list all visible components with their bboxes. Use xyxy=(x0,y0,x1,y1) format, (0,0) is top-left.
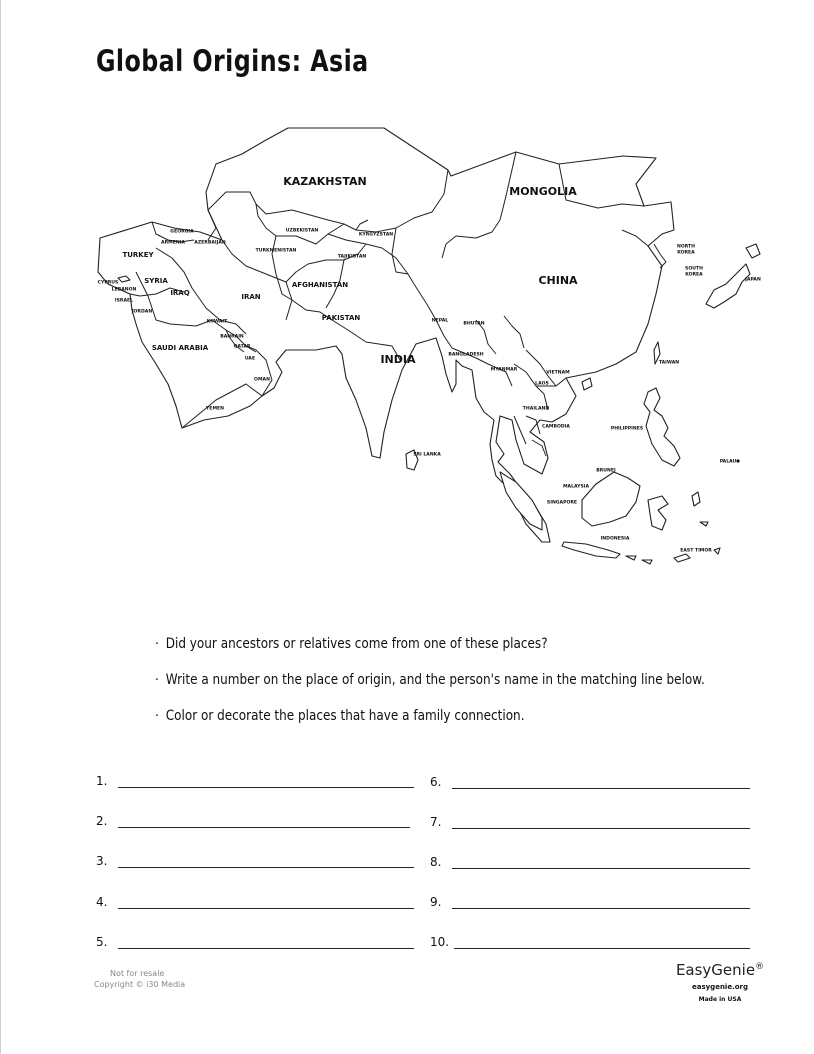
answer-lines xyxy=(96,766,756,956)
answer-line-6[interactable] xyxy=(430,767,750,789)
new-guinea-shape xyxy=(692,492,700,506)
label-syria: SYRIA xyxy=(144,277,168,285)
label-india: INDIA xyxy=(380,353,416,366)
line-number: 9. xyxy=(430,895,442,909)
label-kuwait: KUWAIT xyxy=(206,319,228,325)
mainland-asia-shape xyxy=(98,128,674,542)
answer-line-10[interactable] xyxy=(430,927,750,949)
bullet: · xyxy=(155,672,159,688)
label-jordan: JORDAN xyxy=(131,309,153,315)
label-azerbaijan: AZERBAIJAN xyxy=(194,240,226,246)
japan-shape xyxy=(706,264,750,308)
asia-map xyxy=(96,124,776,576)
brand-url: easygenie.org xyxy=(691,983,749,991)
label-armenia: ARMENIA xyxy=(161,240,185,246)
small-island-2-shape xyxy=(642,560,652,564)
line-number: 3. xyxy=(96,854,108,868)
label-south-korea-line1: SOUTH xyxy=(685,266,703,272)
made-in-text: Made in USA xyxy=(698,996,742,1003)
line-number: 6. xyxy=(430,775,442,789)
brand-block xyxy=(660,961,780,1003)
label-south-korea-line2: KOREA xyxy=(685,272,703,278)
hainan-shape xyxy=(582,378,592,390)
label-kazakhstan: KAZAKHSTAN xyxy=(283,175,367,188)
registered-mark: ® xyxy=(755,962,765,972)
line-number: 1. xyxy=(96,774,108,788)
palau-dot xyxy=(736,459,739,462)
borneo-shape xyxy=(582,472,640,526)
label-vietnam: VIETNAM xyxy=(546,370,570,376)
answer-line-1[interactable] xyxy=(96,766,414,788)
label-uzbekistan: UZBEKISTAN xyxy=(285,228,319,234)
label-israel: ISRAEL xyxy=(114,298,134,304)
label-lebanon: LEBANON xyxy=(111,287,137,293)
java-shape xyxy=(562,542,620,558)
label-bahrain: BAHRAIN xyxy=(220,334,244,340)
timor-shape xyxy=(674,554,690,562)
not-for-resale-text: Not for resale xyxy=(110,969,165,978)
instruction-text: Did your ancestors or relatives come from one of these places? xyxy=(165,636,548,652)
answer-line-4[interactable] xyxy=(96,887,414,909)
label-brunei: BRUNEI xyxy=(596,468,616,474)
label-china: CHINA xyxy=(538,274,578,287)
write-line[interactable] xyxy=(118,813,410,828)
instruction-text: Color or decorate the places that have a family connection. xyxy=(165,708,525,724)
label-palau: PALAU xyxy=(719,459,737,465)
label-bhutan: BHUTAN xyxy=(463,321,485,327)
label-tajikistan: TAJIKISTAN xyxy=(337,254,367,260)
answer-line-7[interactable] xyxy=(430,807,750,829)
answer-line-3[interactable] xyxy=(96,846,414,868)
label-singapore: SINGAPORE xyxy=(546,500,578,506)
label-sri-lanka: SRI LANKA xyxy=(413,452,441,458)
write-line[interactable] xyxy=(452,774,750,789)
sumatra-shape xyxy=(500,472,542,530)
philippines-shape xyxy=(644,388,680,466)
bullet: · xyxy=(155,636,159,652)
bullet: · xyxy=(155,708,159,724)
write-line[interactable] xyxy=(118,853,414,868)
line-number: 7. xyxy=(430,815,442,829)
write-line[interactable] xyxy=(118,934,414,949)
small-island-3-shape xyxy=(700,522,708,526)
label-iran: IRAN xyxy=(241,293,261,301)
answer-line-9[interactable] xyxy=(430,887,750,909)
label-qatar: QATAR xyxy=(233,344,251,350)
line-number: 10. xyxy=(430,935,450,949)
label-taiwan: TAIWAN xyxy=(658,360,680,366)
label-malaysia: MALAYSIA xyxy=(562,484,590,490)
japan-north-shape xyxy=(746,244,760,258)
label-north-korea-line2: KOREA xyxy=(677,250,695,256)
sulawesi-shape xyxy=(648,496,668,530)
label-cambodia: CAMBODIA xyxy=(542,424,570,430)
line-number: 8. xyxy=(430,855,442,869)
write-line[interactable] xyxy=(454,934,750,949)
label-bangladesh: BANGLADESH xyxy=(448,352,484,358)
instructions-list xyxy=(155,634,794,742)
write-line[interactable] xyxy=(452,854,750,869)
label-uae: UAE xyxy=(244,356,256,362)
label-saudi-arabia: SAUDI ARABIA xyxy=(151,344,209,352)
page-edge xyxy=(0,0,1,1054)
instruction-item xyxy=(155,706,705,742)
copyright-text: Copyright © i30 Media xyxy=(94,980,186,989)
write-line[interactable] xyxy=(452,894,750,909)
label-north-korea-line1: NORTH xyxy=(676,244,696,250)
label-iraq: IRAQ xyxy=(170,289,190,297)
label-oman: OMAN xyxy=(254,377,270,383)
instruction-item xyxy=(155,634,705,670)
label-myanmar: MYANMAR xyxy=(490,367,518,373)
label-cyprus: CYPRUS xyxy=(97,280,119,286)
label-philippines: PHILIPPINES xyxy=(610,426,644,432)
small-island-1-shape xyxy=(626,556,636,560)
answer-line-8[interactable] xyxy=(430,847,750,869)
instruction-item xyxy=(155,670,705,706)
write-line[interactable] xyxy=(118,894,414,909)
label-indonesia: INDONESIA xyxy=(600,536,630,542)
label-kyrgyzstan: KYRGYZSTAN xyxy=(358,232,394,238)
label-mongolia: MONGOLIA xyxy=(509,185,577,198)
line-number: 2. xyxy=(96,814,108,828)
footer-legal xyxy=(94,968,185,990)
label-turkey: TURKEY xyxy=(122,251,154,259)
label-east-timor: EAST TIMOR xyxy=(680,548,712,554)
answer-line-2[interactable] xyxy=(96,806,410,828)
instruction-text: Write a number on the place of origin, and the person's name in the matching line below. xyxy=(165,672,705,688)
label-turkmenistan: TURKMENISTAN xyxy=(255,248,297,254)
label-nepal: NEPAL xyxy=(431,318,449,324)
write-line[interactable] xyxy=(452,814,750,829)
label-laos: LAOS xyxy=(535,381,549,387)
answer-line-5[interactable] xyxy=(96,927,414,949)
label-georgia: GEORGIA xyxy=(170,229,194,235)
page-title: Global Origins: Asia xyxy=(96,44,369,78)
line-number: 5. xyxy=(96,935,108,949)
east-timor-island-shape xyxy=(714,548,720,554)
label-thailand: THAILAND xyxy=(522,406,550,412)
brand-text: EasyGenie xyxy=(675,961,756,979)
label-japan: JAPAN xyxy=(745,277,761,283)
label-afghanistan: AFGHANISTAN xyxy=(291,281,349,289)
write-line[interactable] xyxy=(118,773,414,788)
brand-name xyxy=(660,961,780,979)
label-pakistan: PAKISTAN xyxy=(321,314,361,322)
line-number: 4. xyxy=(96,895,108,909)
label-yemen: YEMEN xyxy=(205,406,225,412)
